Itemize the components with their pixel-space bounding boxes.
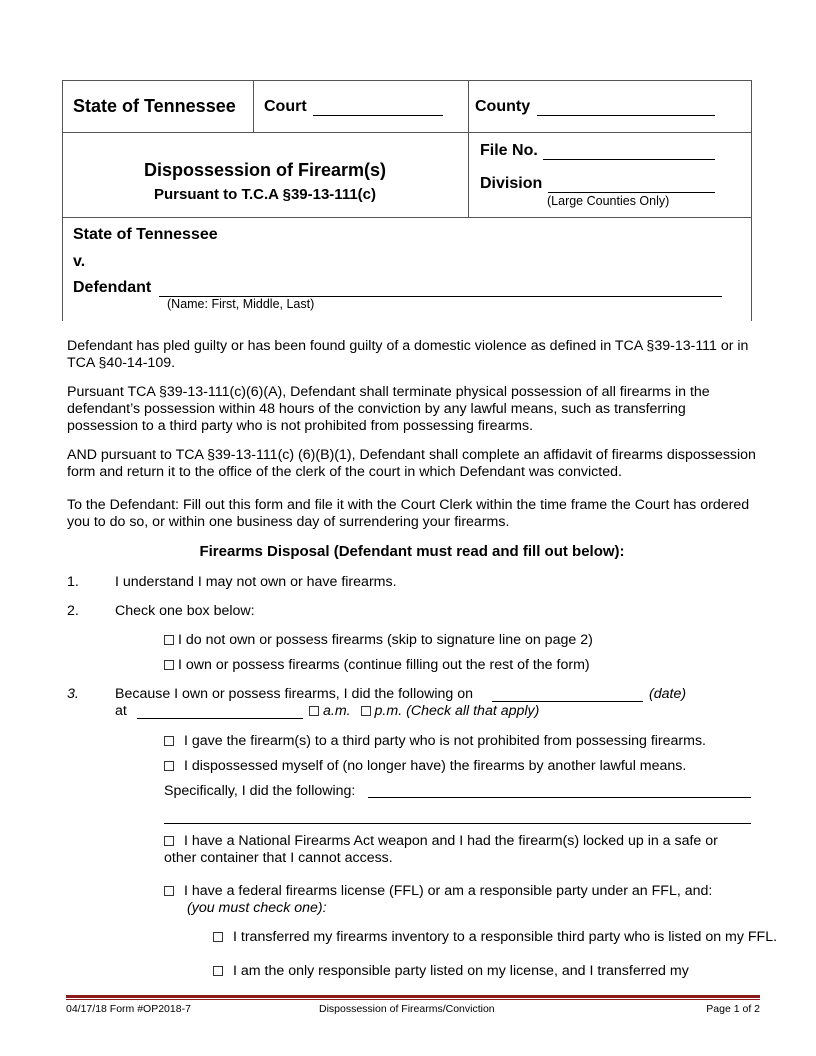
file-no-field[interactable] <box>543 159 715 160</box>
caption-versus: v. <box>73 253 86 270</box>
time-field[interactable] <box>137 718 303 719</box>
choice-label: I gave the firearm(s) to a third party who is not prohibited from possessing firearms. <box>184 733 707 749</box>
choice-other-means <box>164 758 686 775</box>
county-field[interactable] <box>537 115 715 116</box>
header-divider <box>253 80 254 132</box>
specifically-label: Specifically, I did the following: <box>164 783 356 799</box>
paragraph-2: Pursuant TCA §39-13-111(c)(6)(A), Defendant shall terminate physical possession of all firearms in the defendant’s possession within 48 hours of the conviction by any lawful means, such as transferring possession to a third party who is not prohibited from possessing firearms. <box>67 384 710 434</box>
defendant-name-note: (Name: First, Middle, Last) <box>167 297 315 311</box>
ffl-note: (you must check one): <box>187 900 327 916</box>
option-no-firearms <box>164 632 593 649</box>
checkbox-other-means[interactable] <box>164 761 174 771</box>
item-number: 3. <box>67 686 79 702</box>
court-field[interactable] <box>313 115 443 116</box>
caption-plaintiff: State of Tennessee <box>73 226 218 243</box>
checkbox-third-party[interactable] <box>164 736 174 746</box>
paragraph-4: To the Defendant: Fill out this form and file it with the Court Clerk within the time frame the Court has ordered you to do so, or within one business day of surrendering your firearms. <box>67 497 750 530</box>
paragraph-3: AND pursuant to TCA §39-13-111(c) (6)(B)(1), Defendant shall complete an affidavit of firearms dispossession form and return it to the office of the clerk of the court in which Defendant was convicted. <box>67 447 756 480</box>
time-at-label: at <box>115 703 127 719</box>
item-3-text: Because I own or possess firearms, I did the following on <box>115 686 474 702</box>
checkbox-only-party[interactable] <box>213 966 223 976</box>
checkbox-nfa-weapon[interactable] <box>164 836 174 846</box>
checkbox-has-firearms[interactable] <box>164 660 174 670</box>
court-label: Court <box>264 98 307 115</box>
choice-label: I am the only responsible party listed on my license, and I transferred my <box>233 963 689 979</box>
subchoice-transferred-inventory <box>213 929 795 946</box>
date-field[interactable] <box>492 701 643 702</box>
choice-third-party <box>164 733 706 750</box>
choice-ffl <box>164 883 754 900</box>
ampm-selector <box>309 703 539 720</box>
footer-title: Dispossession of Firearms/Conviction <box>319 1003 495 1015</box>
item-1-text: I understand I may not own or have firearms. <box>115 574 397 590</box>
footer-page-number: Page 1 of 2 <box>706 1003 760 1015</box>
specifically-field[interactable] <box>368 797 751 798</box>
footer-form-id: 04/17/18 Form #OP2018-7 <box>66 1003 191 1015</box>
item-number: 1. <box>67 574 79 590</box>
defendant-label: Defendant <box>73 279 152 296</box>
footer-rule <box>66 999 760 1000</box>
header-divider <box>468 80 469 217</box>
choice-label: I have a federal firearms license (FFL) or am a responsible party under an FFL, and: <box>184 883 713 899</box>
pm-label: p.m. <box>374 703 403 719</box>
county-label: County <box>475 98 531 115</box>
am-label: a.m. <box>323 703 351 719</box>
header-divider <box>62 132 751 133</box>
checkbox-am[interactable] <box>309 706 319 716</box>
item-number: 2. <box>67 603 79 619</box>
form-subtitle: Pursuant to T.C.A §39-13-111(c) <box>153 186 377 203</box>
checkbox-ffl[interactable] <box>164 886 174 896</box>
date-note: (date) <box>649 686 687 702</box>
header-divider <box>62 217 751 218</box>
checkbox-pm[interactable] <box>361 706 371 716</box>
division-field[interactable] <box>548 192 715 193</box>
form-title: Dispossession of Firearm(s) <box>143 160 387 180</box>
choice-label: I transferred my firearms inventory to a responsible third party who is listed on my FFL. <box>233 929 778 945</box>
footer-rule <box>66 995 760 998</box>
paragraph-1: Defendant has pled guilty or has been found guilty of a domestic violence as defined in TCA §39-13-111 or in TCA §40-14-109. <box>67 338 749 371</box>
option-label: I do not own or possess firearms (skip to signature line on page 2) <box>178 632 593 648</box>
choice-nfa-weapon <box>164 833 754 867</box>
section-title: Firearms Disposal (Defendant must read and fill out below): <box>199 543 625 560</box>
checkbox-no-firearms[interactable] <box>164 635 174 645</box>
check-all-note: (Check all that apply) <box>406 703 540 719</box>
division-label: Division <box>480 175 543 192</box>
state-title: State of Tennessee <box>73 96 236 116</box>
option-label: I own or possess firearms (continue filling out the rest of the form) <box>178 657 590 673</box>
file-no-label: File No. <box>480 142 538 159</box>
option-has-firearms <box>164 657 590 674</box>
choice-label: I dispossessed myself of (no longer have) the firearms by another lawful means. <box>184 758 687 774</box>
division-note: (Large Counties Only) <box>547 194 670 208</box>
choice-label: I have a National Firearms Act weapon and I had the firearm(s) locked up in a safe or other container that I cannot access. <box>164 833 718 866</box>
subchoice-only-party <box>213 963 773 980</box>
item-2-text: Check one box below: <box>115 603 255 619</box>
checkbox-transferred-inventory[interactable] <box>213 932 223 942</box>
specifically-field-line-2[interactable] <box>164 823 751 824</box>
